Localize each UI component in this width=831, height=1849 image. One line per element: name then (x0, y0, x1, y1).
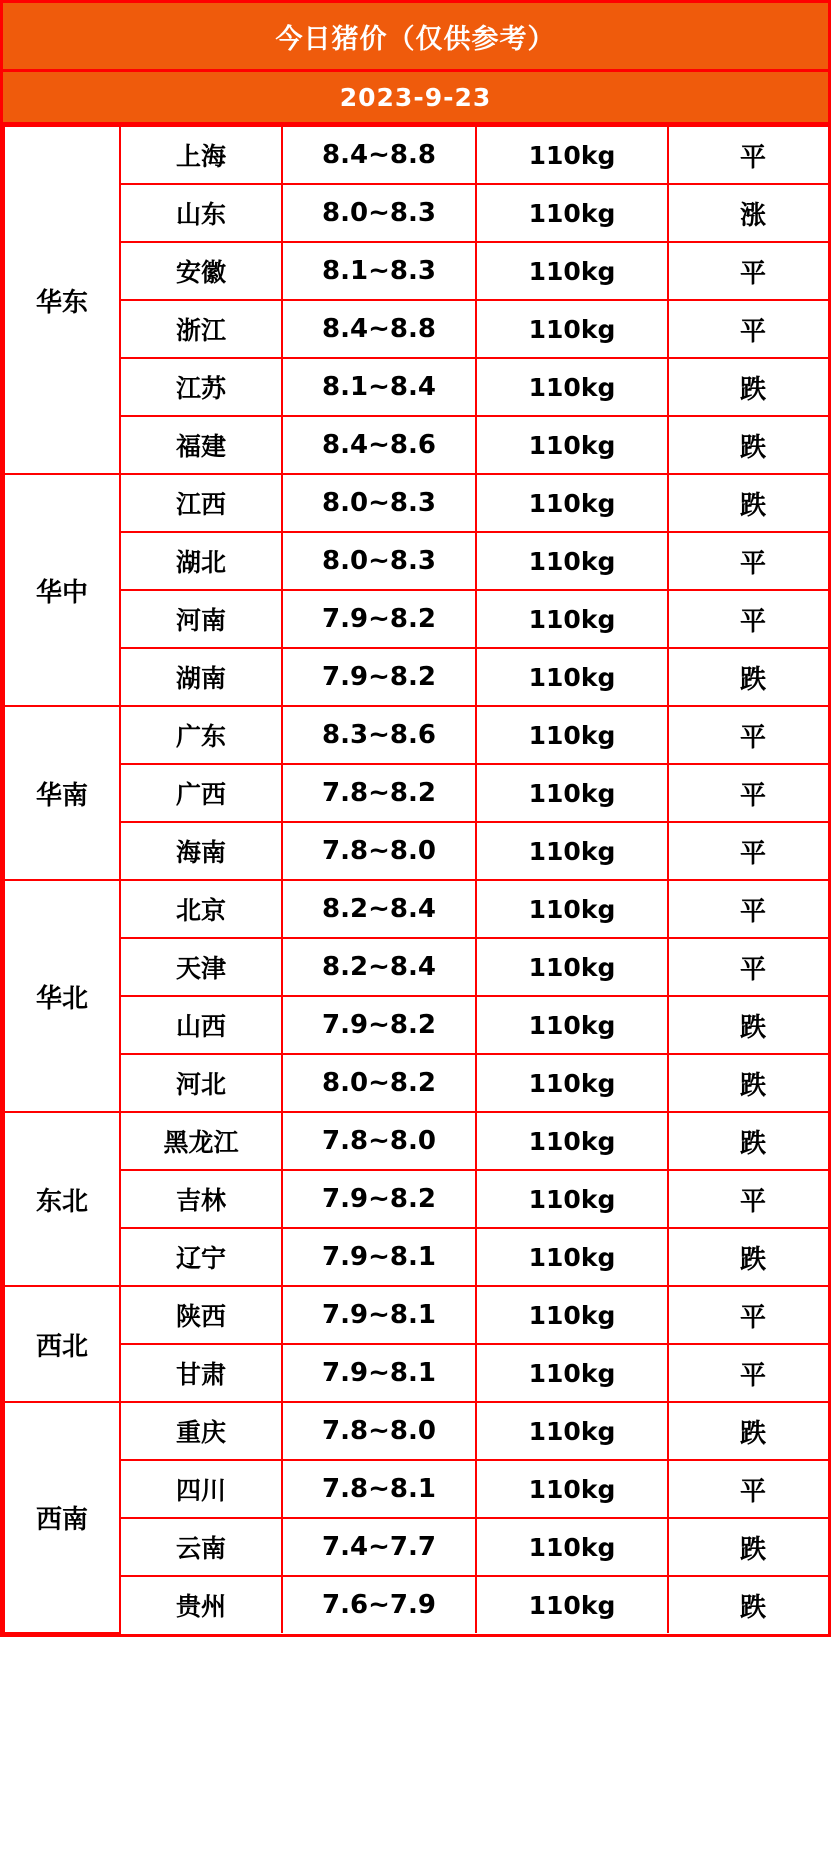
region-cell: 东北 (4, 1112, 120, 1286)
table-row (4, 880, 831, 938)
weight-cell: 110kg (476, 822, 668, 880)
region-cell: 华中 (4, 474, 120, 706)
region-cell: 华东 (4, 126, 120, 474)
trend-cell: 跌 (668, 648, 831, 706)
price-cell: 8.4~8.8 (282, 300, 476, 358)
trend-cell: 平 (668, 242, 831, 300)
province-cell: 湖北 (120, 532, 282, 590)
price-cell: 7.9~8.1 (282, 1286, 476, 1344)
trend-cell: 平 (668, 880, 831, 938)
weight-cell: 110kg (476, 1286, 668, 1344)
trend-cell: 跌 (668, 1402, 831, 1460)
province-cell: 广西 (120, 764, 282, 822)
trend-cell: 平 (668, 1344, 831, 1402)
table-row (4, 1286, 831, 1344)
table-row (4, 242, 831, 300)
weight-cell: 110kg (476, 242, 668, 300)
price-table (3, 125, 831, 1634)
table-row (4, 996, 831, 1054)
table-row (4, 648, 831, 706)
trend-cell: 跌 (668, 416, 831, 474)
trend-cell: 平 (668, 706, 831, 764)
province-cell: 福建 (120, 416, 282, 474)
region-cell: 华南 (4, 706, 120, 880)
province-cell: 河南 (120, 590, 282, 648)
weight-cell: 110kg (476, 1344, 668, 1402)
weight-cell: 110kg (476, 1518, 668, 1576)
trend-cell: 平 (668, 126, 831, 184)
province-cell: 黑龙江 (120, 1112, 282, 1170)
region-cell: 西北 (4, 1286, 120, 1402)
price-cell: 7.4~7.7 (282, 1518, 476, 1576)
province-cell: 四川 (120, 1460, 282, 1518)
price-cell: 7.8~8.0 (282, 1402, 476, 1460)
province-cell: 甘肃 (120, 1344, 282, 1402)
province-cell: 辽宁 (120, 1228, 282, 1286)
province-cell: 山西 (120, 996, 282, 1054)
trend-cell: 平 (668, 938, 831, 996)
region-cell: 华北 (4, 880, 120, 1112)
weight-cell: 110kg (476, 706, 668, 764)
province-cell: 江苏 (120, 358, 282, 416)
table-row (4, 532, 831, 590)
price-cell: 8.0~8.3 (282, 474, 476, 532)
table-row (4, 764, 831, 822)
weight-cell: 110kg (476, 1576, 668, 1633)
trend-cell: 跌 (668, 474, 831, 532)
weight-cell: 110kg (476, 938, 668, 996)
table-row (4, 1170, 831, 1228)
province-cell: 重庆 (120, 1402, 282, 1460)
weight-cell: 110kg (476, 126, 668, 184)
table-row (4, 1054, 831, 1112)
table-row (4, 1112, 831, 1170)
province-cell: 云南 (120, 1518, 282, 1576)
province-cell: 天津 (120, 938, 282, 996)
trend-cell: 跌 (668, 1576, 831, 1633)
price-cell: 7.9~8.1 (282, 1228, 476, 1286)
price-cell: 7.6~7.9 (282, 1576, 476, 1633)
price-cell: 7.9~8.2 (282, 996, 476, 1054)
table-row (4, 1344, 831, 1402)
table-row (4, 822, 831, 880)
weight-cell: 110kg (476, 648, 668, 706)
trend-cell: 平 (668, 300, 831, 358)
table-row (4, 300, 831, 358)
province-cell: 安徽 (120, 242, 282, 300)
province-cell: 吉林 (120, 1170, 282, 1228)
weight-cell: 110kg (476, 1228, 668, 1286)
table-row (4, 1402, 831, 1460)
weight-cell: 110kg (476, 358, 668, 416)
trend-cell: 平 (668, 764, 831, 822)
province-cell: 贵州 (120, 1576, 282, 1633)
weight-cell: 110kg (476, 532, 668, 590)
weight-cell: 110kg (476, 1170, 668, 1228)
weight-cell: 110kg (476, 1112, 668, 1170)
table-row (4, 184, 831, 242)
trend-cell: 平 (668, 1286, 831, 1344)
table-row (4, 706, 831, 764)
price-cell: 8.0~8.3 (282, 532, 476, 590)
weight-cell: 110kg (476, 764, 668, 822)
weight-cell: 110kg (476, 996, 668, 1054)
table-row (4, 474, 831, 532)
table-row (4, 126, 831, 184)
province-cell: 浙江 (120, 300, 282, 358)
price-cell: 8.2~8.4 (282, 880, 476, 938)
province-cell: 山东 (120, 184, 282, 242)
weight-cell: 110kg (476, 1054, 668, 1112)
price-cell: 7.8~8.0 (282, 1112, 476, 1170)
trend-cell: 跌 (668, 1228, 831, 1286)
price-cell: 8.3~8.6 (282, 706, 476, 764)
price-cell: 7.8~8.0 (282, 822, 476, 880)
trend-cell: 跌 (668, 1054, 831, 1112)
table-row (4, 938, 831, 996)
trend-cell: 平 (668, 1460, 831, 1518)
weight-cell: 110kg (476, 880, 668, 938)
province-cell: 陕西 (120, 1286, 282, 1344)
trend-cell: 跌 (668, 1112, 831, 1170)
trend-cell: 平 (668, 822, 831, 880)
province-cell: 上海 (120, 126, 282, 184)
trend-cell: 跌 (668, 358, 831, 416)
date-label: 2023-9-23 (3, 72, 828, 125)
weight-cell: 110kg (476, 1402, 668, 1460)
price-cell: 7.8~8.2 (282, 764, 476, 822)
table-row (4, 1460, 831, 1518)
weight-cell: 110kg (476, 184, 668, 242)
weight-cell: 110kg (476, 1460, 668, 1518)
trend-cell: 平 (668, 532, 831, 590)
trend-cell: 涨 (668, 184, 831, 242)
trend-cell: 平 (668, 1170, 831, 1228)
page-title: 今日猪价（仅供参考） (3, 3, 828, 72)
price-cell: 8.4~8.8 (282, 126, 476, 184)
price-cell: 7.9~8.2 (282, 590, 476, 648)
table-row (4, 590, 831, 648)
trend-cell: 跌 (668, 1518, 831, 1576)
price-cell: 8.2~8.4 (282, 938, 476, 996)
region-cell: 西南 (4, 1402, 120, 1633)
price-table-body (4, 126, 831, 1633)
trend-cell: 平 (668, 590, 831, 648)
weight-cell: 110kg (476, 300, 668, 358)
price-cell: 8.1~8.4 (282, 358, 476, 416)
price-cell: 7.9~8.2 (282, 648, 476, 706)
table-row (4, 358, 831, 416)
weight-cell: 110kg (476, 590, 668, 648)
weight-cell: 110kg (476, 416, 668, 474)
price-cell: 8.0~8.2 (282, 1054, 476, 1112)
price-cell: 8.0~8.3 (282, 184, 476, 242)
price-cell: 7.8~8.1 (282, 1460, 476, 1518)
province-cell: 江西 (120, 474, 282, 532)
province-cell: 河北 (120, 1054, 282, 1112)
price-cell: 8.1~8.3 (282, 242, 476, 300)
province-cell: 海南 (120, 822, 282, 880)
province-cell: 北京 (120, 880, 282, 938)
trend-cell: 跌 (668, 996, 831, 1054)
province-cell: 湖南 (120, 648, 282, 706)
price-cell: 7.9~8.2 (282, 1170, 476, 1228)
province-cell: 广东 (120, 706, 282, 764)
table-row (4, 1576, 831, 1633)
weight-cell: 110kg (476, 474, 668, 532)
table-row (4, 1228, 831, 1286)
price-cell: 7.9~8.1 (282, 1344, 476, 1402)
table-row (4, 1518, 831, 1576)
price-cell: 8.4~8.6 (282, 416, 476, 474)
table-row (4, 416, 831, 474)
